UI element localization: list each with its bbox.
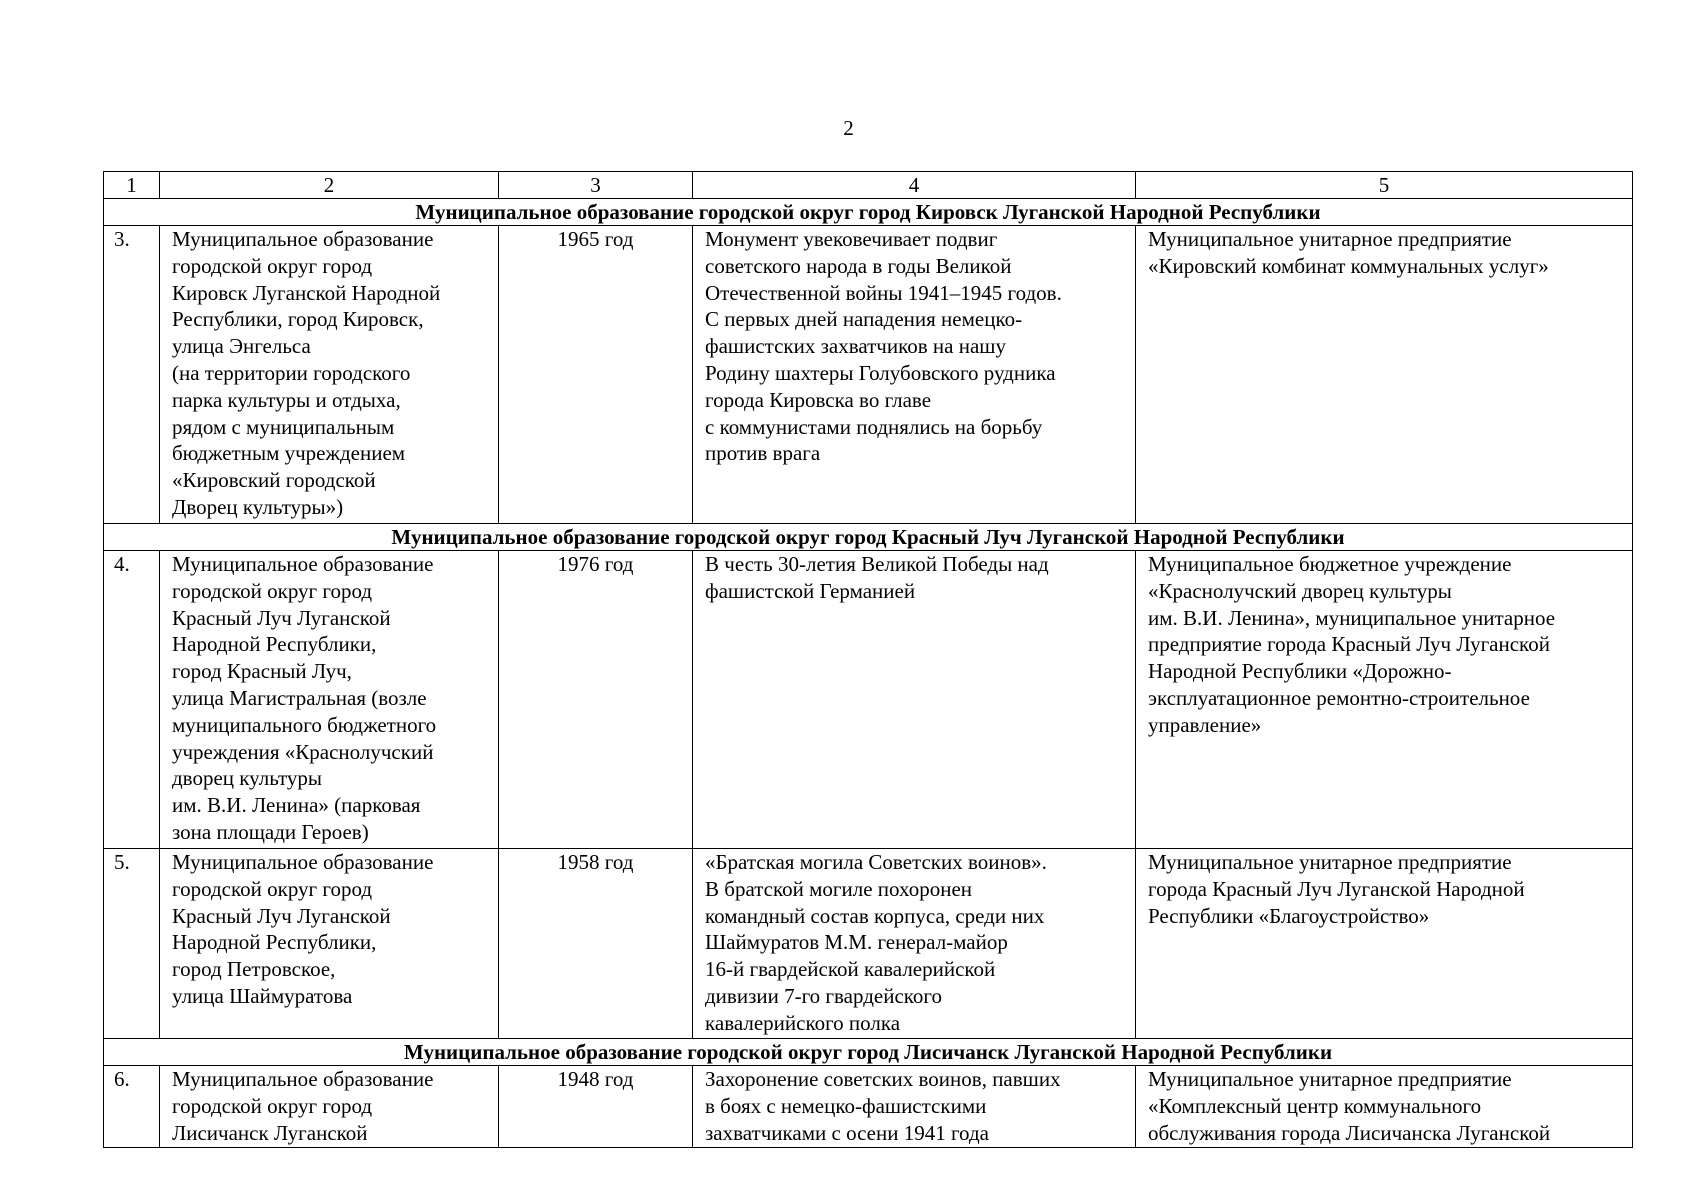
row-number: 6. [104, 1066, 160, 1148]
owner-cell: Муниципальное унитарное предприятие «Кировский комбинат коммунальных услуг» [1136, 226, 1633, 524]
year-cell: 1976 год [499, 551, 693, 849]
table-row [104, 226, 1633, 524]
table-row [104, 849, 1633, 1039]
location-cell: Муниципальное образование городской округ город Кировск Луганской Народной Республики, город Кировск, улица Энгельса (на территории городского парка культуры и отдыха, рядом с муниципальным бюджетным учреждением «Кировский городской Дворец культуры») [160, 226, 499, 524]
owner-cell: Муниципальное бюджетное учреждение «Краснолучский дворец культуры им. В.И. Ленина», муниципальное унитарное предприятие города Красный Луч Луганской Народной Республики «Дорожно- эксплуатационное ремонтно-строительное управление» [1136, 551, 1633, 849]
owner-cell: Муниципальное унитарное предприятие «Комплексный центр коммунального обслуживания города Лисичанска Луганской [1136, 1066, 1633, 1148]
column-number: 1 [104, 172, 160, 199]
column-number: 2 [160, 172, 499, 199]
year-cell: 1948 год [499, 1066, 693, 1148]
row-number: 3. [104, 226, 160, 524]
location-cell: Муниципальное образование городской округ город Красный Луч Луганской Народной Республики, город Красный Луч, улица Магистральная (возле муниципального бюджетного учреждения «Краснолучский дворец культуры им. В.И. Ленина» (парковая зона площади Героев) [160, 551, 499, 849]
year-cell: 1958 год [499, 849, 693, 1039]
section-title: Муниципальное образование городской округ город Красный Луч Луганской Народной Республики [104, 524, 1633, 551]
location-cell: Муниципальное образование городской округ город Лисичанск Луганской [160, 1066, 499, 1148]
section-title: Муниципальное образование городской округ город Кировск Луганской Народной Республики [104, 199, 1633, 226]
section-header-lisichansk [104, 1039, 1633, 1066]
row-number: 5. [104, 849, 160, 1039]
table-row [104, 551, 1633, 849]
description-cell: Захоронение советских воинов, павших в боях с немецко-фашистскими захватчиками с осени 1941 года [693, 1066, 1136, 1148]
section-header-krasny-luch [104, 524, 1633, 551]
column-number: 3 [499, 172, 693, 199]
location-cell: Муниципальное образование городской округ город Красный Луч Луганской Народной Республики, город Петровское, улица Шаймуратова [160, 849, 499, 1039]
memorials-table [103, 171, 1633, 1148]
description-cell: В честь 30-летия Великой Победы над фашистской Германией [693, 551, 1136, 849]
section-title: Муниципальное образование городской округ город Лисичанск Луганской Народной Республики [104, 1039, 1633, 1066]
column-number-row [104, 172, 1633, 199]
description-cell: Монумент увековечивает подвиг советского народа в годы Великой Отечественной войны 1941–1945 годов. С первых дней нападения немецко- фашистских захватчиков на нашу Родину шахтеры Голубовского рудника города Кировска во главе с коммунистами поднялись на борьбу против врага [693, 226, 1136, 524]
column-number: 5 [1136, 172, 1633, 199]
table-row [104, 1066, 1633, 1148]
description-cell: «Братская могила Советских воинов». В братской могиле похоронен командный состав корпуса, среди них Шаймуратов М.М. генерал-майор 16-й гвардейской кавалерийской дивизии 7-го гвардейского кавалерийского полка [693, 849, 1136, 1039]
section-header-kirovsk [104, 199, 1633, 226]
year-cell: 1965 год [499, 226, 693, 524]
owner-cell: Муниципальное унитарное предприятие города Красный Луч Луганской Народной Республики «Благоустройство» [1136, 849, 1633, 1039]
row-number: 4. [104, 551, 160, 849]
column-number: 4 [693, 172, 1136, 199]
page-number: 2 [843, 116, 854, 140]
